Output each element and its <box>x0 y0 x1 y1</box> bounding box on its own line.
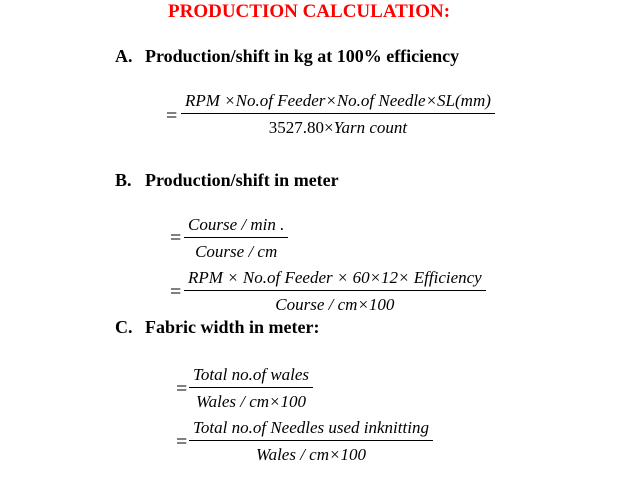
equals-sign: = <box>176 431 188 453</box>
formula-c1-fabric-width <box>189 365 313 412</box>
formula-a-production-kg <box>181 91 495 138</box>
formula-a-denominator-text: Yarn count <box>333 118 408 137</box>
formula-c2-fabric-width <box>189 418 433 465</box>
section-c-letter: C. <box>115 317 133 337</box>
formula-a-numerator: RPM ×No.of Feeder×No.of Needle×SL(mm) <box>181 91 495 114</box>
formula-b2-denominator: Course / cm×100 <box>275 295 395 314</box>
section-a-heading <box>115 46 459 67</box>
formula-b1-denominator: Course / cm <box>195 242 278 261</box>
formula-b2-production-meter <box>184 268 486 315</box>
formula-b1-production-meter <box>184 215 288 262</box>
section-b-letter: B. <box>115 170 132 190</box>
section-c-heading <box>115 317 319 338</box>
formula-c1-denominator: Wales / cm×100 <box>196 392 307 411</box>
section-a-text: Production/shift in kg at 100% efficiency <box>145 46 460 66</box>
formula-b1-numerator: Course / min . <box>184 215 288 238</box>
formula-c2-numerator: Total no.of Needles used inknitting <box>189 418 433 441</box>
section-b-heading <box>115 170 339 191</box>
formula-a-denominator-number: 3527.80× <box>268 118 334 137</box>
page-title: PRODUCTION CALCULATION: <box>168 1 451 22</box>
equals-sign: = <box>170 227 182 249</box>
section-a-letter: A. <box>115 46 133 66</box>
formula-c1-numerator: Total no.of wales <box>189 365 313 388</box>
formula-a-denominator <box>181 114 495 138</box>
section-b-text: Production/shift in meter <box>145 170 339 190</box>
equals-sign: = <box>170 281 182 303</box>
section-c-text: Fabric width in meter: <box>145 317 320 337</box>
equals-sign: = <box>176 378 188 400</box>
equals-sign: = <box>166 105 178 127</box>
formula-c2-denominator: Wales / cm×100 <box>255 445 366 464</box>
formula-b2-numerator: RPM × No.of Feeder × 60×12× Efficiency <box>184 268 486 291</box>
